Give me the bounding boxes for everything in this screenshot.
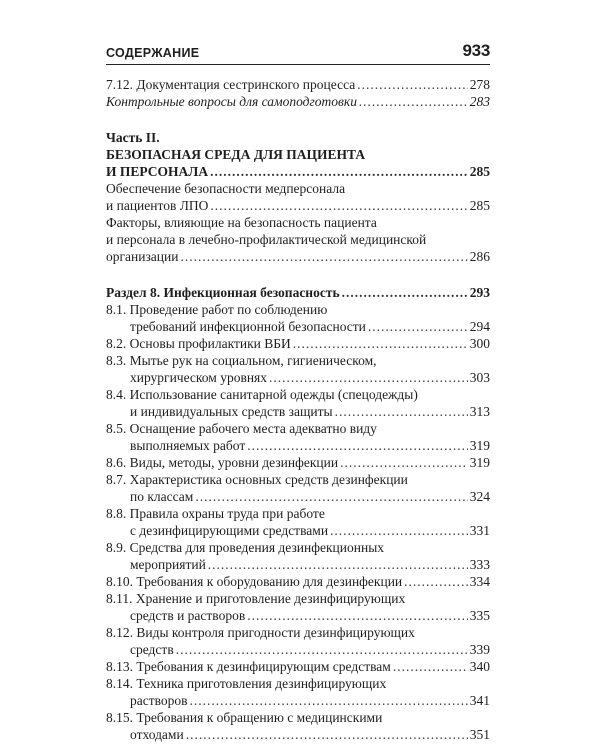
dot-leader [335,403,468,420]
page-number: 933 [462,41,490,60]
toc-entry [106,352,490,386]
toc-page-number: 319 [469,438,490,453]
toc-entry-text: с дезинфицирующими средствами [130,523,329,538]
toc-entry-text: 8.6. Виды, методы, уровни дезинфекции [106,455,339,470]
toc-entry [106,573,490,590]
toc-entry-text: 8.7. Характеристика основных средств дезинфекции [106,472,408,487]
toc-entry [106,76,490,93]
running-head-title: СОДЕРЖАНИЕ [106,46,200,60]
toc-page-number: 285 [469,164,490,179]
toc-entry-text: выполняемых работ [130,438,246,453]
toc-entry-text: организации [106,249,179,264]
dot-leader [368,318,468,335]
toc-entry-text: 8.12. Виды контроля пригодности дезинфицирующих [106,625,415,640]
toc-entry [106,180,490,214]
toc-page-number: 286 [469,249,490,264]
toc-entry-text: 8.3. Мытье рук на социальном, гигиеническом, [106,353,377,368]
toc-page-number: 285 [469,198,490,213]
toc-entry-text: Факторы, влияющие на безопасность пациента [106,215,377,230]
toc-entry-text: отходами [130,727,184,742]
dot-leader [247,607,468,624]
dot-leader [340,454,468,471]
toc-entry [106,709,490,743]
toc-page-number: 339 [469,642,490,657]
toc-page-number: 341 [469,693,490,708]
toc-entry-text: 8.8. Правила охраны труда при работе [106,506,325,521]
dot-leader [359,93,468,110]
toc-entry-text: средств и растворов [130,608,246,623]
table-of-contents [106,76,490,743]
toc-entry [106,284,490,301]
toc-entry [106,301,490,335]
dot-leader [393,658,468,675]
toc-entry [106,624,490,658]
toc-page-number: 300 [469,336,490,351]
toc-entry-text: Обеспечение безопасности медперсонала [106,181,346,196]
dot-leader [190,692,468,709]
toc-page-number: 313 [469,404,490,419]
toc-page-number: 303 [469,370,490,385]
toc-entry-text: 7.12. Документация сестринского процесса [106,77,356,92]
toc-entry [106,675,490,709]
toc-entry-text: 8.1. Проведение работ по соблюдению [106,302,328,317]
toc-entry-text: и индивидуальных средств защиты [130,404,333,419]
dot-leader [180,248,467,265]
dot-leader [404,573,468,590]
toc-entry-text: Контрольные вопросы для самоподготовки [106,94,357,109]
toc-entry [106,93,490,110]
toc-page-number: 334 [469,574,490,589]
toc-page-number: 333 [469,557,490,572]
toc-page-number: 283 [469,94,490,109]
toc-entry [106,658,490,675]
dot-leader [208,556,468,573]
toc-page-number: 278 [469,77,490,92]
toc-entry-text: и пациентов ЛПО [106,198,209,213]
toc-entry [106,335,490,352]
dot-leader [342,284,468,301]
toc-entry [106,539,490,573]
dot-leader [293,335,468,352]
header-rule [106,64,490,65]
toc-entry-text: 8.5. Оснащение рабочего места адекватно виду [106,421,377,436]
toc-entry [106,386,490,420]
toc-entry-text: хирургическом уровнях [130,370,268,385]
dot-leader [176,641,468,658]
toc-entry-text: мероприятий [130,557,206,572]
toc-page-number: 331 [469,523,490,538]
toc-entry [106,590,490,624]
toc-page-number: 340 [469,659,490,674]
toc-page-number: 294 [469,319,490,334]
toc-entry-text: Раздел 8. Инфекционная безопасность [106,285,340,300]
toc-page-number: 324 [469,489,490,504]
dot-leader [210,163,468,180]
toc-page-number: 293 [469,285,490,300]
dot-leader [357,76,468,93]
toc-entry-text: 8.2. Основы профилактики ВБИ [106,336,291,351]
toc-entry-text: 8.13. Требования к дезинфицирующим средствам [106,659,391,674]
toc-entry-text: требований инфекционной безопасности [130,319,366,334]
toc-entry-text: средств [130,642,174,657]
dot-leader [330,522,468,539]
page-header [106,41,490,68]
toc-entry [106,214,490,265]
toc-page-number: 335 [469,608,490,623]
toc-entry-text: 8.15. Требования к обращению с медицинскими [106,710,383,725]
toc-entry-text: Часть II. [106,130,160,145]
toc-entry [106,471,490,505]
dot-leader [195,488,467,505]
toc-entry [106,454,490,471]
toc-page-number: 351 [469,727,490,742]
toc-entry-text: 8.10. Требования к оборудованию для дезинфекции [106,574,403,589]
dot-leader [247,437,468,454]
toc-entry [106,505,490,539]
toc-entry-text: растворов [130,693,188,708]
toc-entry-text: и персонала в лечебно-профилактической медицинской [106,232,427,247]
toc-entry-text: 8.4. Использование санитарной одежды (спецодежды) [106,387,418,402]
toc-entry-text: по классам [130,489,194,504]
toc-entry-text: 8.14. Техника приготовления дезинфицирующих [106,676,387,691]
toc-entry-text: 8.9. Средства для проведения дезинфекционных [106,540,385,555]
toc-entry-text: И ПЕРСОНАЛА [106,164,209,179]
dot-leader [210,197,467,214]
toc-entry [106,420,490,454]
toc-page-number: 319 [469,455,490,470]
toc-entry-text: БЕЗОПАСНАЯ СРЕДА ДЛЯ ПАЦИЕНТА [106,147,366,162]
toc-entry [106,129,490,180]
dot-leader [269,369,468,386]
toc-entry-text: 8.11. Хранение и приготовление дезинфицирующих [106,591,406,606]
dot-leader [186,726,468,743]
